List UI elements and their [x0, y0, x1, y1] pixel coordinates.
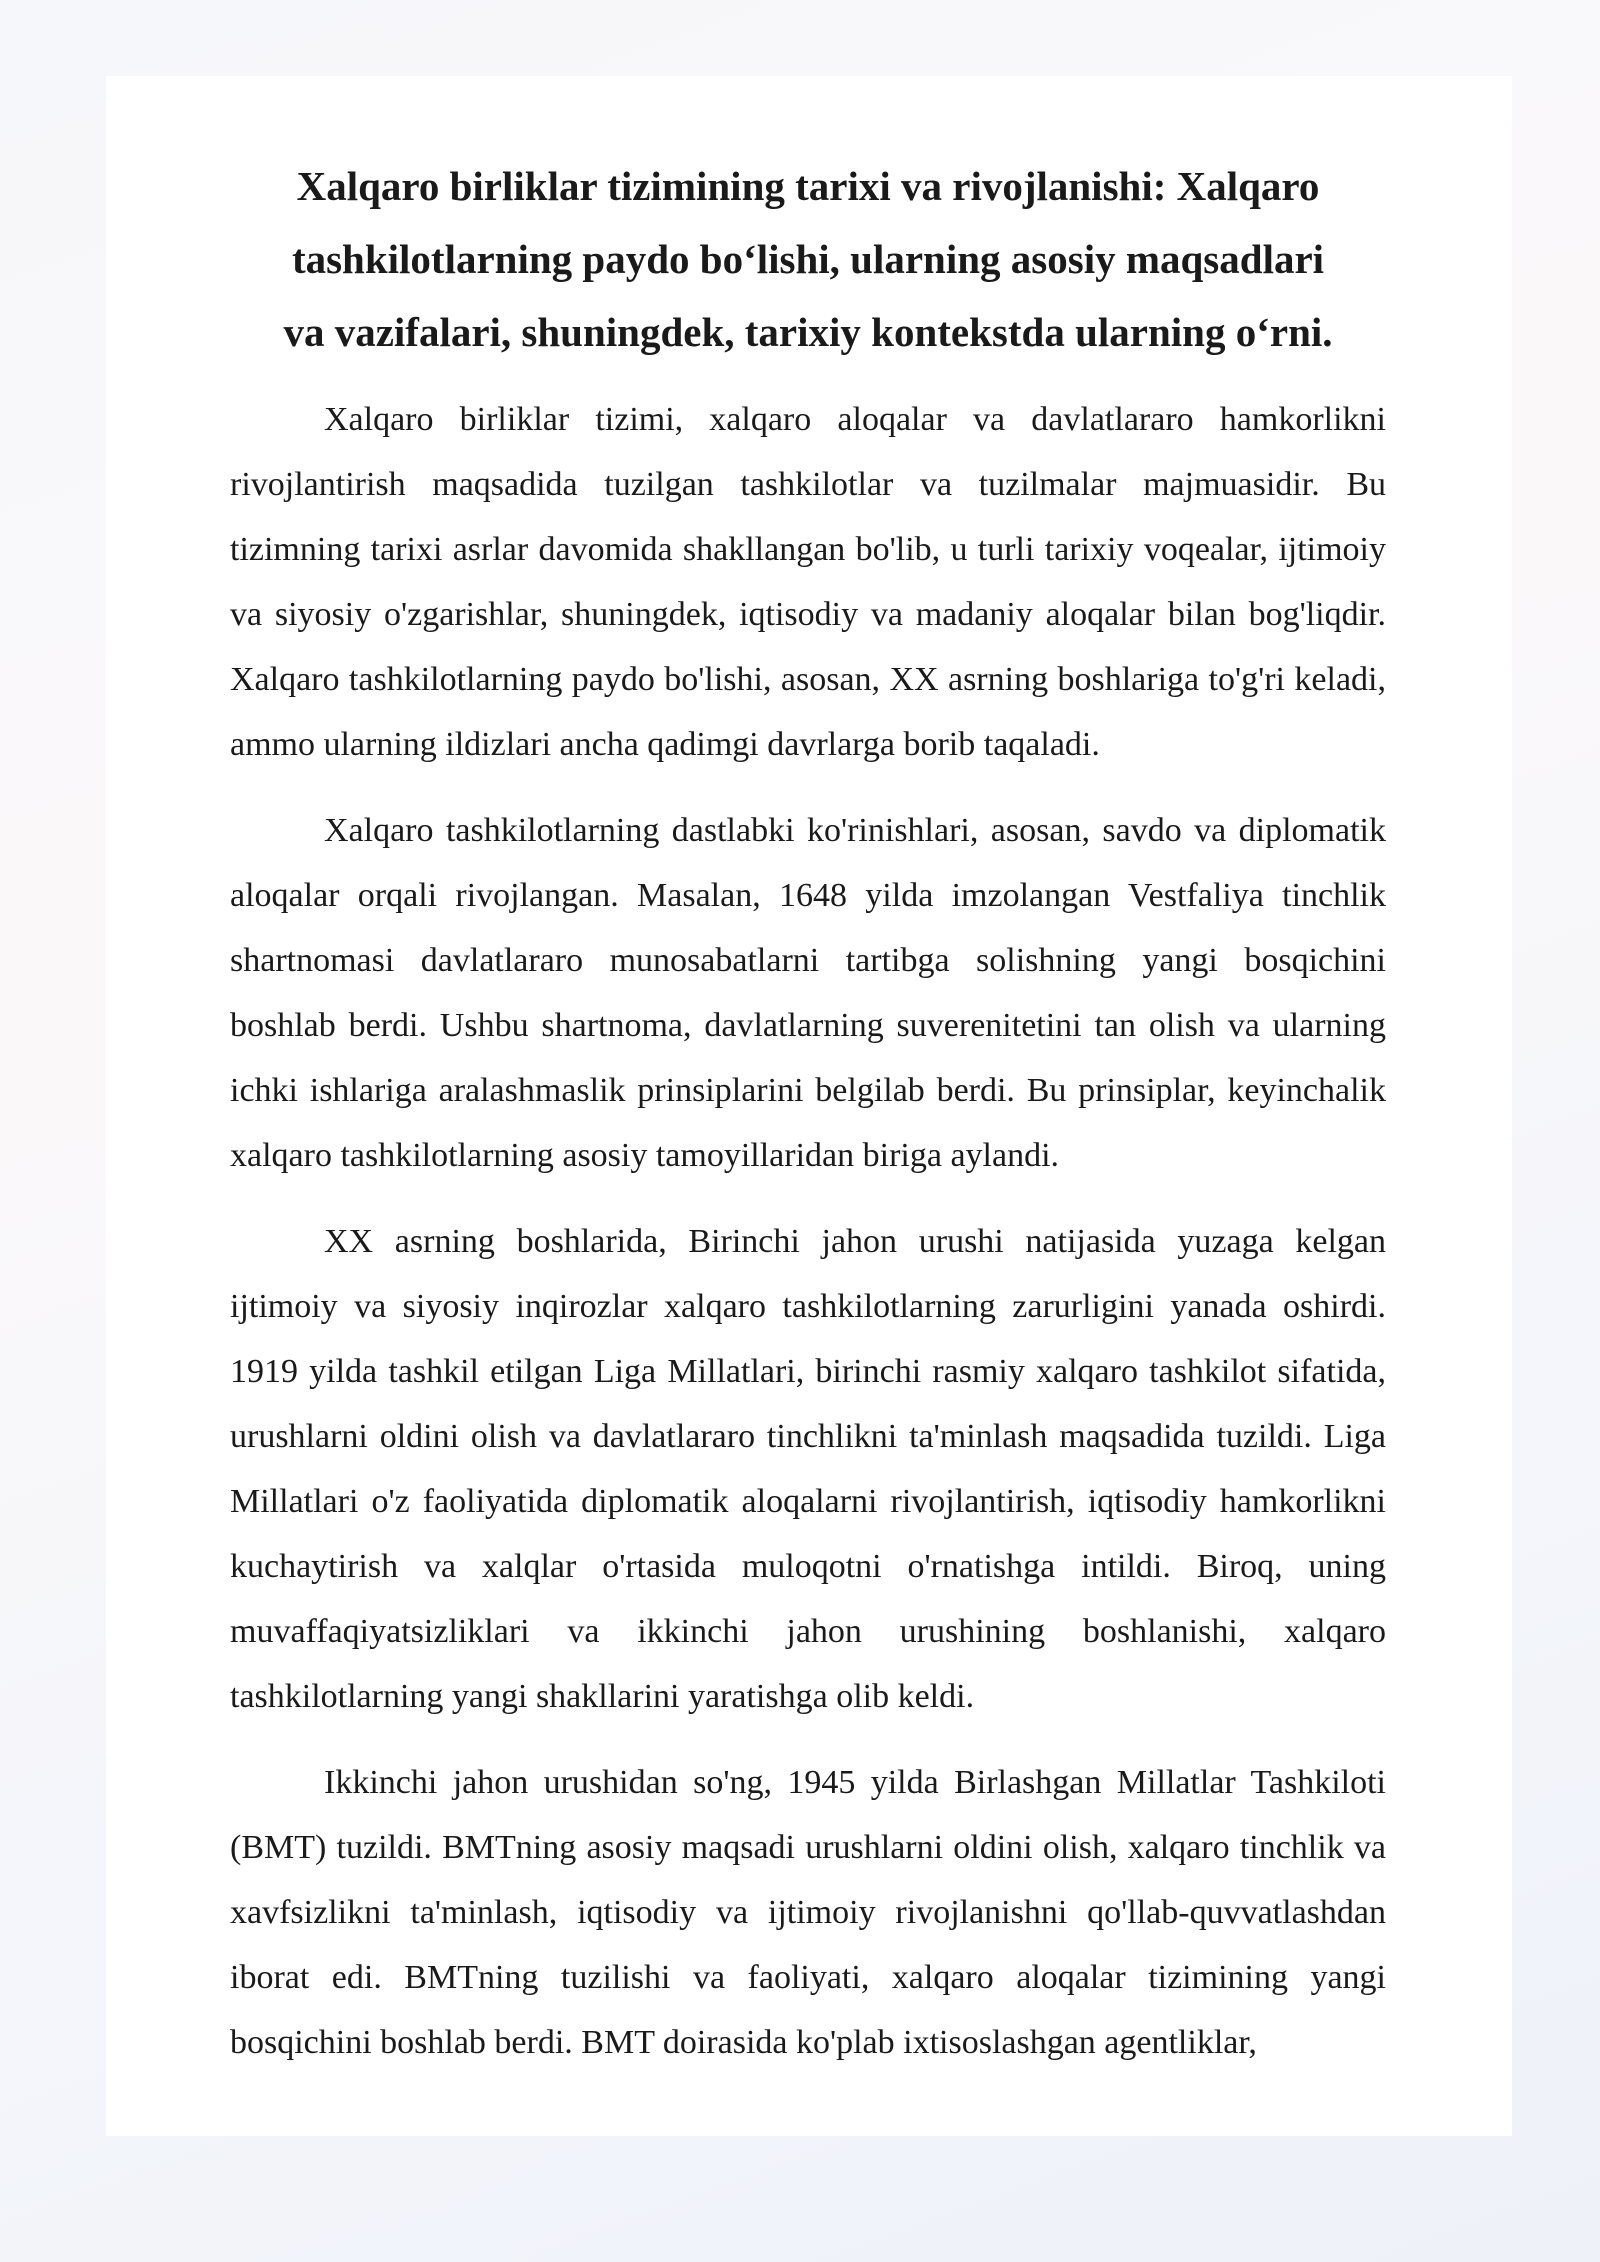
document-page: [106, 76, 1512, 2136]
document-title: Xalqaro birliklar tizimining tarixi va rivojlanishi: Xalqaro tashkilotlarning paydo bo‘lishi, ularning asosiy maqsadlari va vazifalari, shuningdek, tarixiy kontekstda ularning o‘rni.: [283, 163, 1333, 355]
paragraph-1: Xalqaro birliklar tizimi, xalqaro aloqalar va davlatlararo hamkorlikni rivojlantirish maqsadida tuzilgan tashkilotlar va tuzilmalar majmuasidir. Bu tizimning tarixi asrlar davomida shakllangan bo'lib, u turli tarixiy voqealar, ijtimoiy va siyosiy o'zgarishlar, shuningdek, iqtisodiy va madaniy aloqalar bilan bog'liqdir. Xalqaro tashkilotlarning paydo bo'lishi, asosan, XX asrning boshlariga to'g'ri keladi, ammo ularning ildizlari ancha qadimgi davrlarga borib taqaladi.: [230, 401, 1386, 763]
paragraph-3: XX asrning boshlarida, Birinchi jahon urushi natijasida yuzaga kelgan ijtimoiy va siyosiy inqirozlar xalqaro tashkilotlarning zarurligini yanada oshirdi. 1919 yilda tashkil etilgan Liga Millatlari, birinchi rasmiy xalqaro tashkilot sifatida, urushlarni oldini olish va davlatlararo tinchlikni ta'minlash maqsadida tuzildi. Liga Millatlari o'z faoliyatida diplomatik aloqalarni rivojlantirish, iqtisodiy hamkorlikni kuchaytirish va xalqlar o'rtasida muloqotni o'rnatishga intildi. Biroq, uning muvaffaqiyatsizliklari va ikkinchi jahon urushining boshlanishi, xalqaro tashkilotlarning yangi shakllarini yaratishga olib keldi.: [230, 1223, 1386, 1715]
paragraph-4: Ikkinchi jahon urushidan so'ng, 1945 yilda Birlashgan Millatlar Tashkiloti (BMT) tuzildi. BMTning asosiy maqsadi urushlarni oldini olish, xalqaro tinchlik va xavfsizlikni ta'minlash, iqtisodiy va ijtimoiy rivojlanishni qo'llab-quvvatlashdan iborat edi. BMTning tuzilishi va faoliyati, xalqaro aloqalar tizimining yangi bosqichini boshlab berdi. BMT doirasida ko'plab ixtisoslashgan agentliklar,: [230, 1764, 1386, 2061]
paragraph-2: Xalqaro tashkilotlarning dastlabki ko'rinishlari, asosan, savdo va diplomatik aloqalar orqali rivojlangan. Masalan, 1648 yilda imzolangan Vestfaliya tinchlik shartnomasi davlatlararo munosabatlarni tartibga solishning yangi bosqichini boshlab berdi. Ushbu shartnoma, davlatlarning suverenitetini tan olish va ularning ichki ishlariga aralashmaslik prinsiplarini belgilab berdi. Bu prinsiplar, keyinchalik xalqaro tashkilotlarning asosiy tamoyillaridan biriga aylandi.: [230, 812, 1386, 1174]
